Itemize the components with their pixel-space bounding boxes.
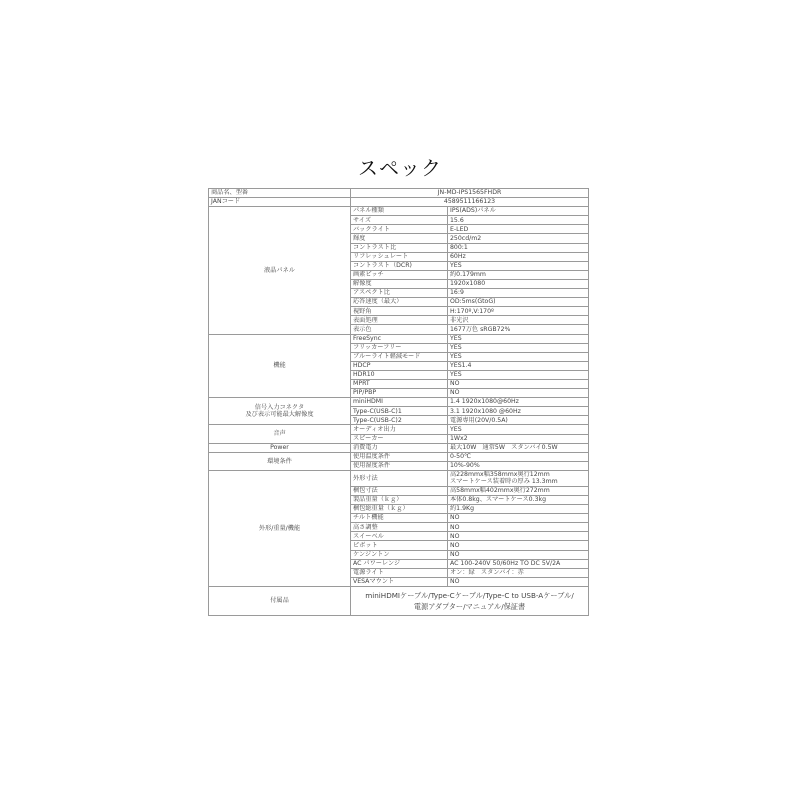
spec-value: YES	[448, 343, 589, 352]
spec-value: AC 100-240V 50/60Hz TO DC 5V/2A	[448, 559, 589, 568]
spec-value: 10%-90%	[448, 461, 589, 470]
spec-label: 視野角	[351, 307, 448, 316]
spec-value: 1677万色 sRGB72%	[448, 325, 589, 334]
spec-category: 信号入力コネクタ 及び表示可能最大解像度	[209, 398, 351, 425]
spec-value: 3.1 1920x1080 @60Hz	[448, 407, 589, 416]
spec-label: VESAマウント	[351, 577, 448, 586]
spec-label: 梱包寸法	[351, 486, 448, 495]
spec-label: HDR10	[351, 370, 448, 379]
spec-value: 高228mmx幅358mmx奥行12mm スマートケース装着時の厚み 13.3mm	[448, 470, 589, 486]
spec-category: 機能	[209, 334, 351, 398]
spec-label: フリッカーフリー	[351, 343, 448, 352]
spec-label: コントラスト比	[351, 243, 448, 252]
spec-value: NO	[448, 541, 589, 550]
spec-label: 応答速度（最大）	[351, 298, 448, 307]
spec-label: 外形寸法	[351, 470, 448, 486]
spec-label: 解像度	[351, 279, 448, 288]
spec-value: NO	[448, 532, 589, 541]
spec-category: 環境条件	[209, 452, 351, 470]
spec-category: 音声	[209, 425, 351, 443]
spec-value: YES	[448, 352, 589, 361]
spec-label: ブルーライト軽減モード	[351, 352, 448, 361]
table-row	[209, 334, 589, 343]
spec-label: 表示色	[351, 325, 448, 334]
spec-value: NO	[448, 577, 589, 586]
spec-label: MPRT	[351, 379, 448, 388]
spec-label: チルト機能	[351, 514, 448, 523]
table-row	[209, 198, 589, 207]
spec-value: YES	[448, 334, 589, 343]
spec-label: 消費電力	[351, 443, 448, 452]
spec-value: OD:5ms(GtoG)	[448, 298, 589, 307]
spec-label: HDCP	[351, 361, 448, 370]
spec-value: NO	[448, 550, 589, 559]
spec-value: 0-50℃	[448, 452, 589, 461]
spec-value: オン：緑 スタンバイ：赤	[448, 568, 589, 577]
spec-label: スピーカー	[351, 434, 448, 443]
spec-value: 最大10W 通常5W スタンバイ0.5W	[448, 443, 589, 452]
spec-label: miniHDMI	[351, 398, 448, 407]
table-row	[209, 207, 589, 216]
spec-label: 使用湿度条件	[351, 461, 448, 470]
spec-value: 約1.9Kg	[448, 505, 589, 514]
spec-value: H:170º,V:170º	[448, 307, 589, 316]
spec-value: NO	[448, 523, 589, 532]
spec-label: 使用温度条件	[351, 452, 448, 461]
spec-value: YES	[448, 425, 589, 434]
spec-value: YES	[448, 370, 589, 379]
spec-label: アスペクト比	[351, 289, 448, 298]
table-row	[209, 398, 589, 407]
spec-value: 60Hz	[448, 252, 589, 261]
spec-category: 外形/重量/機能	[209, 470, 351, 586]
spec-value: 16:9	[448, 289, 589, 298]
spec-value: 15.6	[448, 216, 589, 225]
spec-label: リフレッシュレート	[351, 252, 448, 261]
accessories-value: miniHDMIケーブル/Type-Cケーブル/Type-C to USB-Aケーブル/ 電源アダプター/マニュアル/保証書	[351, 586, 589, 615]
spec-label: ピボット	[351, 541, 448, 550]
spec-value: 250cd/m2	[448, 234, 589, 243]
spec-label: パネル種類	[351, 207, 448, 216]
spec-value: 1.4 1920x1080@60Hz	[448, 398, 589, 407]
spec-value: JN-MD-IPS1565FHDR	[351, 189, 589, 198]
spec-label: AC パワーレンジ	[351, 559, 448, 568]
spec-value: E-LED	[448, 225, 589, 234]
spec-label: コントラスト（DCR)	[351, 261, 448, 270]
spec-label: PIP/PBP	[351, 389, 448, 398]
spec-label: オーディオ出力	[351, 425, 448, 434]
spec-label: 電源ライト	[351, 568, 448, 577]
table-row	[209, 586, 589, 615]
spec-value: 800:1	[448, 243, 589, 252]
spec-value: NO	[448, 389, 589, 398]
spec-label: 製品重量（ｋｇ）	[351, 496, 448, 505]
spec-value: 電源専用(20V/0.5A)	[448, 416, 589, 425]
spec-value: 4589511166123	[351, 198, 589, 207]
spec-label: サイズ	[351, 216, 448, 225]
spec-label: 梱包総重量（ｋｇ）	[351, 505, 448, 514]
table-row	[209, 189, 589, 198]
spec-label: 表面処理	[351, 316, 448, 325]
spec-label: Type-C(USB-C)2	[351, 416, 448, 425]
spec-label: バックライト	[351, 225, 448, 234]
spec-value: NO	[448, 379, 589, 388]
spec-value: 高58mmx幅402mmx奥行272mm	[448, 486, 589, 495]
spec-table	[208, 188, 589, 616]
page-title: スペック	[358, 156, 442, 180]
spec-label: Type-C(USB-C)1	[351, 407, 448, 416]
spec-label: スイーベル	[351, 532, 448, 541]
spec-value: 約0.179mm	[448, 270, 589, 279]
spec-category: 付属品	[209, 586, 351, 615]
spec-value: YES	[448, 261, 589, 270]
spec-value: YES1.4	[448, 361, 589, 370]
spec-label: JANコード	[209, 198, 351, 207]
spec-value: NO	[448, 514, 589, 523]
spec-label: ケンジントン	[351, 550, 448, 559]
spec-value: 1920x1080	[448, 279, 589, 288]
spec-label: 商品名、型番	[209, 189, 351, 198]
spec-label: 高さ調整	[351, 523, 448, 532]
table-row	[209, 425, 589, 434]
table-row	[209, 443, 589, 452]
spec-value: 本体0.8kg、スマートケース0.3kg	[448, 496, 589, 505]
spec-value: IPS(ADS)パネル	[448, 207, 589, 216]
spec-category: Power	[209, 443, 351, 452]
spec-label: 輝度	[351, 234, 448, 243]
table-row	[209, 452, 589, 461]
spec-category: 液晶パネル	[209, 207, 351, 334]
spec-value: 1Wx2	[448, 434, 589, 443]
spec-label: FreeSync	[351, 334, 448, 343]
spec-label: 画素ピッチ	[351, 270, 448, 279]
spec-value: 非光沢	[448, 316, 589, 325]
table-row	[209, 470, 589, 486]
